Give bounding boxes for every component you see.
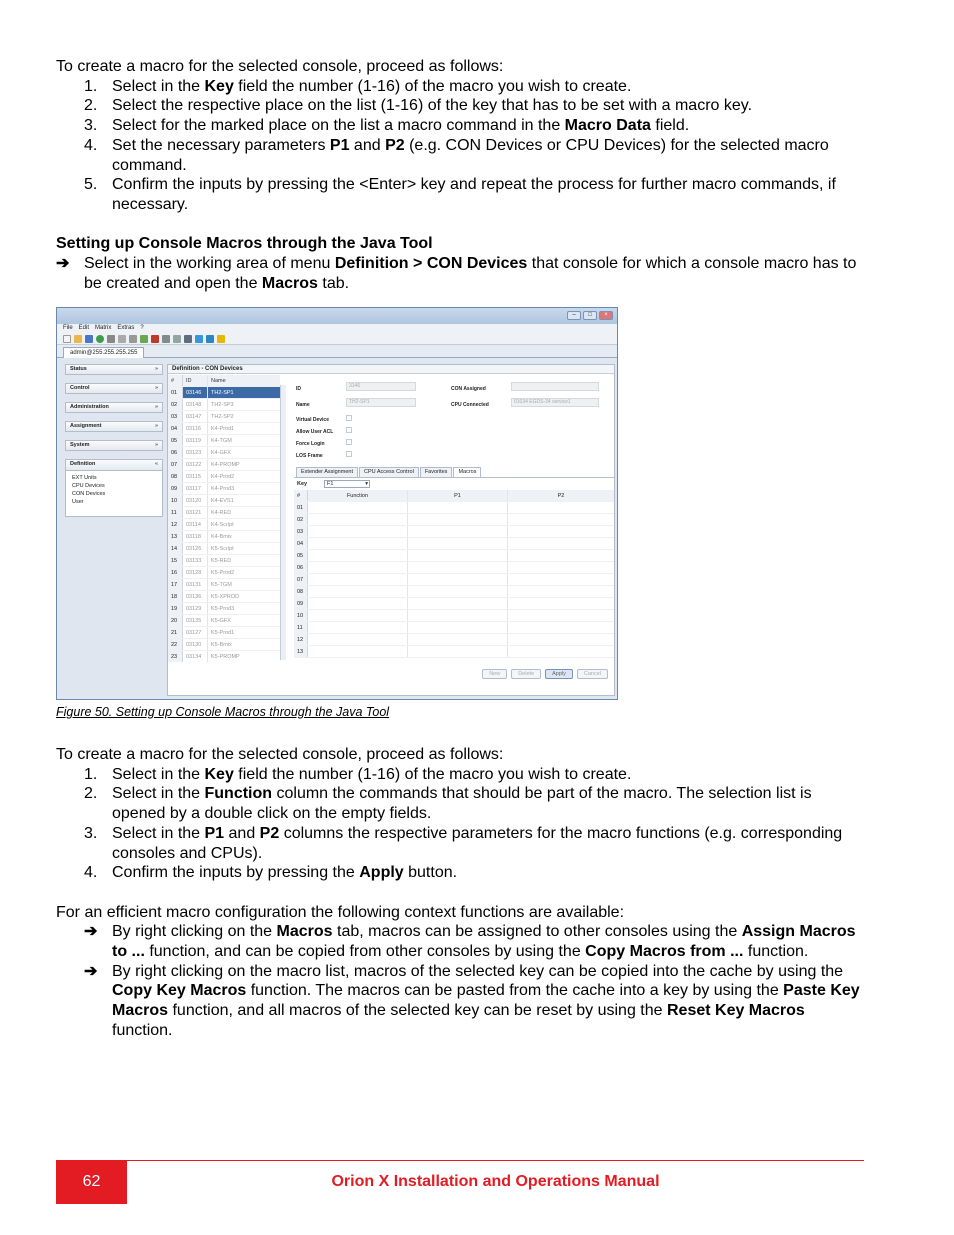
macro-row[interactable]: 06 (294, 562, 614, 574)
macro-row[interactable]: 11 (294, 622, 614, 634)
list-item: 2. Select in the Function column the commands that should be part of the macro. The selection list is opened by a double click on the empty fields. (84, 785, 812, 823)
java-tool-screenshot (56, 307, 618, 700)
table-row[interactable]: 12 03114 K4-Script (168, 519, 280, 531)
disconnect-icon[interactable] (151, 335, 159, 343)
macro-row[interactable]: 08 (294, 586, 614, 598)
table-row[interactable]: 20 03135 K5-GFX (168, 615, 280, 627)
arrow-list-item: ➔ By right clicking on the macro list, macros of the selected key can be copied into the cache by using the Copy Key Macros function. The macros can be pasted from the cache into a key by using the Paste Key Macros function, and all macros of the selected key can be reset by using the Reset Key Macros function. (84, 962, 860, 1039)
close-icon[interactable]: × (599, 311, 613, 320)
force-login-checkbox[interactable] (346, 439, 352, 445)
apply-button[interactable]: Apply (545, 669, 573, 679)
id-field[interactable]: 3146 (346, 382, 416, 391)
delete-button[interactable]: Delete (511, 669, 541, 679)
session-tabrow (57, 345, 617, 358)
macro-row[interactable]: 01 (294, 502, 614, 514)
menu-extras[interactable]: Extras (117, 325, 135, 331)
document-icon[interactable] (184, 335, 192, 343)
los-frame-label: LOS Frame (296, 453, 323, 459)
virtual-device-checkbox[interactable] (346, 415, 352, 421)
tab-macros[interactable]: Macros (453, 467, 481, 477)
copy-icon[interactable] (118, 335, 126, 343)
context-functions-list (84, 922, 866, 1040)
los-frame-checkbox[interactable] (346, 451, 352, 457)
virtual-device-label: Virtual Device (296, 417, 329, 423)
con-devices-table (168, 375, 280, 662)
cancel-button[interactable]: Cancel (577, 669, 608, 679)
sidebar-subitem[interactable]: CPU Devices (72, 483, 105, 489)
macro-row[interactable]: 02 (294, 514, 614, 526)
macro-row[interactable]: 07 (294, 574, 614, 586)
sidebar-item-assignment[interactable]: Assignment » (65, 421, 163, 432)
chevron-down-icon: » (154, 442, 158, 448)
intro-paragraph: To create a macro for the selected console, proceed as follows: (56, 746, 504, 763)
chevron-down-icon: » (154, 404, 158, 410)
table-row[interactable]: 08 03115 K4-Prod2 (168, 471, 280, 483)
sidebar-item-system[interactable]: System » (65, 440, 163, 451)
download-icon[interactable] (173, 335, 181, 343)
cut-icon[interactable] (107, 335, 115, 343)
tab-favorites[interactable]: Favorites (420, 467, 453, 477)
table-row[interactable]: 01 03146 TH2-SP1 (168, 387, 280, 399)
page-number: 62 (56, 1160, 127, 1204)
chevron-down-icon: » (154, 385, 158, 391)
new-button[interactable]: New (482, 669, 507, 679)
table-row[interactable]: 07 03122 K4-PROMP (168, 459, 280, 471)
tab-cpu-access-control[interactable]: CPU Access Control (359, 467, 419, 477)
steps-list-2 (84, 765, 866, 883)
macro-row[interactable]: 05 (294, 550, 614, 562)
table-row[interactable]: 06 03123 K4-GFX (168, 447, 280, 459)
sidebar-item-status[interactable]: Status » (65, 364, 163, 375)
key-select[interactable]: F1 ▾ (324, 480, 370, 488)
macro-row[interactable]: 04 (294, 538, 614, 550)
macros-panel (294, 477, 614, 661)
figure-caption: Figure 50. Setting up Console Macros through the Java Tool (56, 705, 390, 719)
steps-list-1 (84, 77, 866, 215)
name-field[interactable]: TH2-SP1 (346, 398, 416, 407)
chevron-down-icon: » (154, 366, 158, 372)
session-tab[interactable]: admin@255.255.255.255 (63, 347, 144, 358)
macro-row[interactable]: 12 (294, 634, 614, 646)
list-item: 3. Select for the marked place on the list a macro command in the Macro Data field. (84, 117, 690, 135)
table-row[interactable]: 23 03134 K5-PROMP (168, 651, 280, 662)
table-row[interactable]: 19 03129 K5-Prod3 (168, 603, 280, 615)
menu-edit[interactable]: Edit (78, 325, 90, 331)
refresh-icon[interactable] (96, 335, 104, 343)
arrow-list-item: ➔ By right clicking on the Macros tab, macros can be assigned to other consoles using the Assign Macros to ... function, and can be copied from other consoles by using the Copy Macros from ... function. (84, 923, 856, 961)
list-item: 5. Confirm the inputs by pressing the <Enter> key and repeat the process for further macro commands, if necessary. (84, 176, 836, 213)
macro-row[interactable]: 09 (294, 598, 614, 610)
sidebar-subitem[interactable]: User (72, 499, 84, 505)
arrow-list-item: ➔ Select in the working area of menu Definition > CON Devices that console for which a console macro has to be created and open the Macros tab. (56, 255, 857, 292)
table-row[interactable]: 15 03133 K5-RED (168, 555, 280, 567)
macro-table-header: # Function P1 P2 (294, 490, 614, 502)
window-titlebar (57, 308, 617, 324)
table-row[interactable]: 17 03131 K5-TGM (168, 579, 280, 591)
macro-row[interactable]: 03 (294, 526, 614, 538)
navigation-sidebar (65, 364, 163, 696)
id-label: ID (296, 386, 301, 392)
chevron-down-icon: ▾ (365, 481, 368, 487)
list-item: 1. Select in the Key field the number (1-16) of the macro you wish to create. (84, 765, 632, 783)
body-text-top (56, 57, 866, 293)
table-row[interactable]: 21 03127 K5-Prod1 (168, 627, 280, 639)
con-assigned-field[interactable] (511, 382, 599, 391)
list-item: 1. Select in the Key field the number (1-16) of the macro you wish to create. (84, 77, 632, 95)
arrow-icon: ➔ (84, 923, 98, 941)
sidebar-subitem[interactable]: CON Devices (72, 491, 106, 497)
table-row[interactable]: 03 03147 TH2-SP2 (168, 411, 280, 423)
intro-paragraph: To create a macro for the selected console, proceed as follows: (56, 58, 504, 75)
menu-help[interactable]: ? (140, 325, 144, 331)
allow-user-acl-label: Allow User ACL (296, 429, 334, 435)
chart-icon[interactable] (206, 335, 214, 343)
table-row[interactable]: 16 03128 K5-Prod2 (168, 567, 280, 579)
definition-panel (167, 364, 615, 696)
action-buttons (482, 669, 608, 679)
allow-user-acl-checkbox[interactable] (346, 427, 352, 433)
table-row[interactable]: 11 03121 K4-RED (168, 507, 280, 519)
key-label: Key (297, 481, 308, 487)
export-icon[interactable] (195, 335, 203, 343)
con-assigned-label: CON Assigned (451, 386, 486, 392)
new-icon[interactable] (63, 335, 71, 343)
table-header: # ID Name (168, 375, 280, 387)
force-login-label: Force Login (296, 441, 325, 447)
table-scrollbar[interactable] (280, 385, 286, 660)
connect-icon[interactable] (140, 335, 148, 343)
chevron-down-icon: » (154, 423, 158, 429)
list-item: 2. Select the respective place on the list (1-16) of the key that has to be set with a macro key. (84, 97, 753, 115)
sidebar-item-administration[interactable]: Administration » (65, 402, 163, 413)
cpu-connected-label: CPU Connected (451, 402, 489, 408)
table-row[interactable]: 18 03136 K5-XPROD (168, 591, 280, 603)
list-item: 3. Select in the P1 and P2 columns the respective parameters for the macro functions (e.g. corresponding consoles and CPUs). (84, 824, 843, 862)
table-row[interactable]: 02 03148 TH2-SP3 (168, 399, 280, 411)
open-folder-icon[interactable] (74, 335, 82, 343)
tab-extender-assignment[interactable]: Extender Assignment (296, 467, 358, 477)
table-row[interactable]: 05 03119 K4-TGM (168, 435, 280, 447)
table-row[interactable]: 22 03130 K5-Bmix (168, 639, 280, 651)
footer-title: Orion X Installation and Operations Manual (331, 1173, 660, 1190)
toolbar (57, 333, 617, 345)
sidebar-item-definition[interactable]: Definition « (66, 460, 162, 471)
sidebar-item-control[interactable]: Control » (65, 383, 163, 394)
table-row[interactable]: 04 03116 K4-Prod1 (168, 423, 280, 435)
table-row[interactable]: 14 03126 K5-Script (168, 543, 280, 555)
paste-icon[interactable] (129, 335, 137, 343)
macro-row[interactable]: 13 (294, 646, 614, 658)
menu-bar (57, 324, 617, 333)
list-item: 4. Set the necessary parameters P1 and P2 (e.g. CON Devices or CPU Devices) for the selected macro command. (84, 136, 829, 174)
report-icon[interactable] (217, 335, 225, 343)
chevron-up-icon: « (154, 461, 158, 467)
arrow-icon: ➔ (84, 962, 98, 980)
intro-paragraph: For an efficient macro configuration the following context functions are available: (56, 903, 625, 921)
arrow-icon: ➔ (56, 255, 70, 273)
name-label: Name (296, 402, 310, 408)
menu-matrix[interactable]: Matrix (95, 325, 112, 331)
cpu-connected-field[interactable]: 01034 EGDS-34 service1 (511, 398, 599, 407)
table-row[interactable]: 09 03117 K4-Prod3 (168, 483, 280, 495)
menu-file[interactable]: File (63, 325, 73, 331)
section-heading: Setting up Console Macros through the Java Tool (56, 235, 433, 253)
sidebar-subitem[interactable]: EXT Units (72, 475, 97, 481)
list-item: 4. Confirm the inputs by pressing the Apply button. (84, 864, 458, 882)
body-text-bottom (56, 745, 866, 1041)
table-row[interactable]: 13 03118 K4-Bmix (168, 531, 280, 543)
key-row (294, 478, 614, 490)
macro-row[interactable]: 10 (294, 610, 614, 622)
maximize-icon[interactable]: □ (583, 311, 597, 320)
upload-icon[interactable] (162, 335, 170, 343)
table-row[interactable]: 10 03120 K4-EVS1 (168, 495, 280, 507)
panel-title: Definition - CON Devices (168, 365, 614, 374)
detail-tabs (296, 467, 481, 477)
sidebar-group-definition (65, 459, 163, 517)
save-icon[interactable] (85, 335, 93, 343)
minimize-icon[interactable]: – (567, 311, 581, 320)
